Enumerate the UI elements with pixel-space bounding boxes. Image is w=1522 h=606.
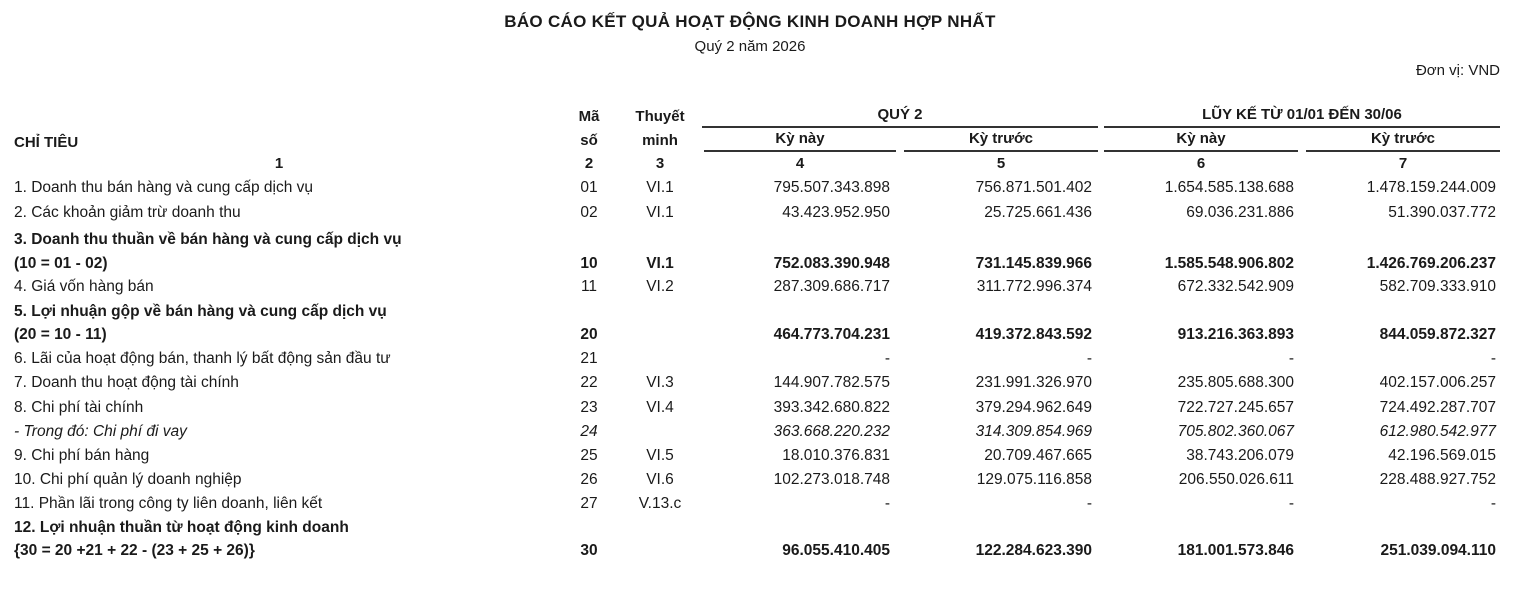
header-rule-quy2 [702, 126, 1098, 128]
table-row [0, 539, 1522, 563]
table-row [0, 420, 1522, 444]
row-value-col6: 1.585.548.906.802 [1164, 255, 1294, 272]
row-value-col6: 722.727.245.657 [1177, 399, 1294, 416]
row-label: 2. Các khoản giảm trừ doanh thu [14, 204, 241, 221]
row-value-col4: - [884, 350, 890, 367]
row-value-col7: 1.426.769.206.237 [1366, 255, 1496, 272]
report-subtitle: Quý 2 năm 2026 [694, 38, 806, 55]
row-value-col5: - [1086, 350, 1092, 367]
col-num-7: 7 [1398, 155, 1408, 172]
table-row [0, 300, 1522, 324]
row-value-col4: 752.083.390.948 [773, 255, 890, 272]
row-value-col7: 582.709.333.910 [1379, 278, 1496, 295]
row-value-col4: - [884, 495, 890, 512]
row-value-col7: - [1490, 350, 1496, 367]
row-value-col4: 102.273.018.748 [773, 471, 890, 488]
table-row [0, 252, 1522, 276]
row-label: 6. Lãi của hoạt động bán, thanh lý bất động sản đầu tư [14, 350, 391, 367]
row-value-col5: 731.145.839.966 [975, 255, 1092, 272]
row-value-col6: 38.743.206.079 [1186, 447, 1294, 464]
row-thuyet-minh: VI.1 [646, 255, 674, 272]
row-value-col6: - [1288, 350, 1294, 367]
row-ma-so: 27 [580, 495, 598, 512]
row-value-col7: - [1490, 495, 1496, 512]
row-value-col7: 612.980.542.977 [1379, 423, 1496, 440]
row-value-col5: 379.294.962.649 [975, 399, 1092, 416]
row-ma-so: 10 [580, 255, 598, 272]
row-value-col5: 122.284.623.390 [975, 542, 1092, 559]
row-thuyet-minh: VI.1 [646, 179, 674, 196]
table-row [0, 323, 1522, 347]
row-value-col7: 251.039.094.110 [1380, 542, 1496, 559]
row-label: - Trong đó: Chi phí đi vay [14, 423, 187, 440]
header-rule-col5 [904, 150, 1098, 152]
row-thuyet-minh: VI.6 [646, 471, 674, 488]
row-value-col7: 228.488.927.752 [1379, 471, 1496, 488]
header-ma-so-line2: số [580, 132, 598, 149]
row-value-col7: 844.059.872.327 [1379, 326, 1496, 343]
row-value-col6: 181.001.573.846 [1177, 542, 1294, 559]
row-label: 12. Lợi nhuận thuần từ hoạt động kinh doanh [14, 519, 349, 536]
header-ky-truoc-luy-ke: Kỳ trước [1370, 130, 1436, 147]
row-value-col5: 311.772.996.374 [976, 278, 1092, 295]
row-ma-so: 26 [580, 471, 598, 488]
row-value-col5: 314.309.854.969 [975, 423, 1092, 440]
row-value-col4: 393.342.680.822 [773, 399, 890, 416]
table-row [0, 492, 1522, 516]
row-value-col4: 363.668.220.232 [773, 423, 890, 440]
header-quy2: QUÝ 2 [877, 106, 923, 123]
row-value-col4: 43.423.952.950 [782, 204, 890, 221]
row-value-col5: 756.871.501.402 [975, 179, 1092, 196]
row-value-col6: 1.654.585.138.688 [1164, 179, 1294, 196]
row-value-col6: 913.216.363.893 [1177, 326, 1294, 343]
row-value-col7: 1.478.159.244.009 [1366, 179, 1496, 196]
col-num-3: 3 [655, 155, 665, 172]
row-value-col5: 25.725.661.436 [984, 204, 1092, 221]
row-thuyet-minh: VI.3 [646, 374, 674, 391]
table-row [0, 275, 1522, 299]
header-rule-col7 [1306, 150, 1500, 152]
header-ky-nay-luy-ke: Kỳ này [1176, 130, 1226, 147]
row-value-col4: 795.507.343.898 [773, 179, 890, 196]
row-value-col6: 69.036.231.886 [1186, 204, 1294, 221]
table-row [0, 396, 1522, 420]
table-row [0, 228, 1522, 252]
header-rule-luy-ke [1104, 126, 1500, 128]
row-value-col6: 206.550.026.611 [1178, 471, 1294, 488]
row-value-col4: 287.309.686.717 [773, 278, 890, 295]
row-value-col6: 705.802.360.067 [1177, 423, 1294, 440]
table-row [0, 444, 1522, 468]
row-value-col6: 672.332.542.909 [1177, 278, 1294, 295]
row-thuyet-minh: VI.4 [646, 399, 674, 416]
row-value-col5: 20.709.467.665 [984, 447, 1092, 464]
row-value-col4: 144.907.782.575 [773, 374, 890, 391]
row-ma-so: 01 [580, 179, 598, 196]
row-value-col5: 129.075.116.858 [976, 471, 1092, 488]
row-value-col4: 464.773.704.231 [773, 326, 890, 343]
row-thuyet-minh: VI.1 [646, 204, 674, 221]
table-row [0, 347, 1522, 371]
row-value-col4: 18.010.376.831 [782, 447, 890, 464]
row-label: 7. Doanh thu hoạt động tài chính [14, 374, 239, 391]
col-num-5: 5 [996, 155, 1006, 172]
row-thuyet-minh: VI.5 [646, 447, 674, 464]
row-ma-so: 20 [580, 326, 598, 343]
header-ma-so-line1: Mã [578, 108, 600, 125]
col-num-6: 6 [1196, 155, 1206, 172]
row-ma-so: 25 [580, 447, 598, 464]
row-label: 3. Doanh thu thuần về bán hàng và cung cấp dịch vụ [14, 231, 402, 248]
header-rule-col4 [704, 150, 896, 152]
row-label: 10. Chi phí quản lý doanh nghiệp [14, 471, 242, 488]
row-ma-so: 21 [580, 350, 598, 367]
row-label: 11. Phần lãi trong công ty liên doanh, liên kết [14, 495, 323, 512]
row-value-col7: 402.157.006.257 [1379, 374, 1496, 391]
row-value-col7: 724.492.287.707 [1379, 399, 1496, 416]
col-num-1: 1 [274, 155, 284, 172]
row-ma-so: 23 [580, 399, 598, 416]
table-row [0, 516, 1522, 540]
row-value-col5: 419.372.843.592 [975, 326, 1092, 343]
table-row [0, 371, 1522, 395]
row-ma-so: 30 [580, 542, 598, 559]
header-thuyet-minh-line2: minh [642, 132, 678, 149]
table-row [0, 468, 1522, 492]
row-value-col6: - [1288, 495, 1294, 512]
col-num-4: 4 [795, 155, 805, 172]
header-thuyet-minh-line1: Thuyết [635, 108, 685, 125]
table-row [0, 176, 1522, 200]
row-ma-so: 22 [580, 374, 598, 391]
row-thuyet-minh: VI.2 [646, 278, 674, 295]
row-label: {30 = 20 +21 + 22 - (23 + 25 + 26)} [14, 542, 255, 559]
row-ma-so: 11 [580, 278, 598, 295]
currency-unit: Đơn vị: VND [1415, 62, 1500, 79]
row-label: 5. Lợi nhuận gộp về bán hàng và cung cấp dịch vụ [14, 303, 387, 320]
row-value-col7: 42.196.569.015 [1388, 447, 1496, 464]
header-ky-truoc-quy2: Kỳ trước [968, 130, 1034, 147]
row-label: 1. Doanh thu bán hàng và cung cấp dịch vụ [14, 179, 314, 196]
row-thuyet-minh: V.13.c [638, 495, 682, 512]
row-value-col5: - [1086, 495, 1092, 512]
row-label: 8. Chi phí tài chính [14, 399, 144, 416]
col-num-2: 2 [584, 155, 594, 172]
row-value-col6: 235.805.688.300 [1177, 374, 1294, 391]
row-ma-so: 24 [580, 423, 598, 440]
row-ma-so: 02 [580, 204, 598, 221]
row-label: (20 = 10 - 11) [14, 326, 107, 343]
row-value-col7: 51.390.037.772 [1388, 204, 1496, 221]
header-rule-col6 [1104, 150, 1298, 152]
header-luy-ke: LŨY KẾ TỪ 01/01 ĐẾN 30/06 [1202, 106, 1402, 123]
header-chi-tieu: CHỈ TIÊU [14, 134, 79, 151]
header-ky-nay-quy2: Kỳ này [775, 130, 825, 147]
report-title: BÁO CÁO KẾT QUẢ HOẠT ĐỘNG KINH DOANH HỢP NHẤT [504, 12, 996, 31]
row-label: 9. Chi phí bán hàng [14, 447, 150, 464]
row-value-col5: 231.991.326.970 [975, 374, 1092, 391]
row-label: (10 = 01 - 02) [14, 255, 108, 272]
row-value-col4: 96.055.410.405 [782, 542, 890, 559]
table-row [0, 201, 1522, 225]
row-label: 4. Giá vốn hàng bán [14, 278, 154, 295]
